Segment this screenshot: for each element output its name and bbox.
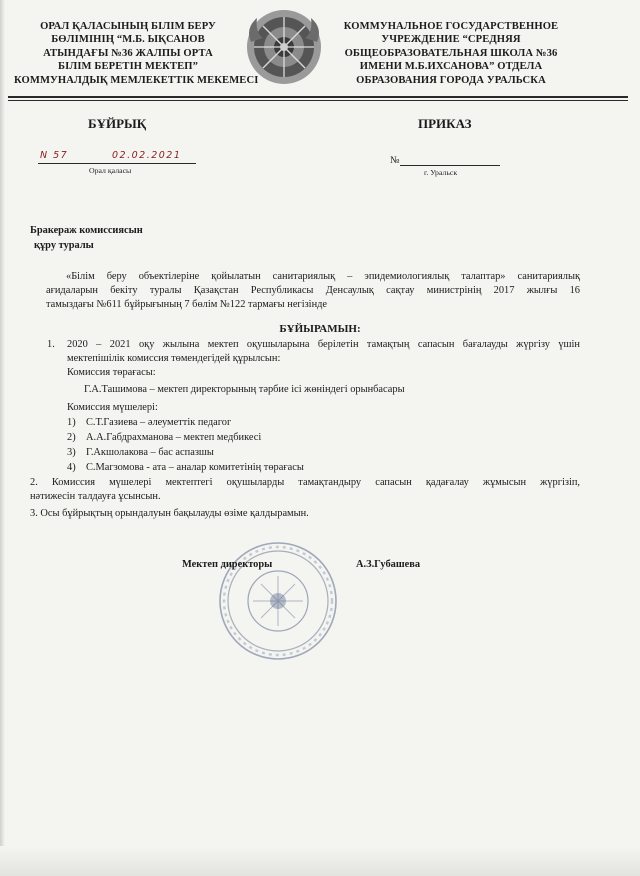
header-left-line: АТЫНДАҒЫ №36 ЖАЛПЫ ОРТА [43,47,213,59]
item-2-line-1: 2. Комиссия мүшелері мектептегі оқушыларды тамақтандыру сапасын қадағалау жұмысын жүргізіп, [30,477,580,488]
scan-bottom-shadow [0,846,640,876]
member-item: А.А.Габдрахманова – мектеп медбикесі [86,432,262,443]
member-number: 1) [67,417,76,428]
doc-type-kz: БҰЙРЫҚ [88,116,147,131]
header-right-line: КОММУНАЛЬНОЕ ГОСУДАРСТВЕННОЕ [343,21,559,32]
place-ru: г. Уральск [424,168,458,177]
handwritten-date: 02.02.2021 [112,150,182,161]
document-subject [30,223,143,253]
signature-role: Мектеп директоры [182,559,273,570]
number-label-ru: № [390,155,400,166]
item-3: 3. Осы бұйрықтың орындалуын бақылауды өзіме қалдырамын. [30,508,309,519]
member-number: 3) [67,447,76,458]
preamble-line-3: тамыздағы №611 бұйрығының 7 бөлім №122 тармағы негізінде [46,299,328,310]
header-right-line: УЧРЕЖДЕНИЕ “СРЕДНЯЯ [381,34,521,46]
preamble-line-1: «Білім беру объектілеріне қойылатын санитариялық – эпидемиологиялық талаптар» санитариялық [66,271,580,282]
subject-line: құру туралы [34,240,94,251]
member-number: 2) [67,432,76,443]
item-1-line-2: мектепішілік комиссия төмендегідей құрылсын: [67,353,281,364]
members-label: Комиссия мүшелері: [67,402,158,413]
header-divider-thin [8,100,628,101]
order-heading: БҰЙЫРАМЫН: [279,323,361,335]
number-underline-ru [400,165,500,166]
kazakhstan-emblem-icon [243,8,325,86]
item-1-number: 1. [47,339,55,350]
header-right-line: ОБРАЗОВАНИЯ ГОРОДА УРАЛЬСКА [356,74,546,86]
chair-name: Г.А.Ташимова – мектеп директорының тәрбие ісі жөніндегі орынбасары [84,384,405,395]
place-kz: Орал қаласы [89,166,132,175]
number-date-underline-kz [38,163,196,164]
header-right-line: ОБЩЕОБРАЗОВАТЕЛЬНАЯ ШКОЛА №36 [344,47,558,59]
header-right-ru [336,20,566,87]
header-right-line: ИМЕНИ М.Б.ИХСАНОВА” ОТДЕЛА [359,61,543,73]
header-left-line: ОРАЛ ҚАЛАСЫНЫҢ БІЛІМ БЕРУ [40,21,216,32]
subject-line: Бракераж комиссиясын [30,225,143,236]
header-left-line: БӨЛІМІНІҢ “М.Б. ЫҚСАНОВ [51,34,205,46]
item-1-line-1: 2020 – 2021 оқу жылына мектеп оқушыларына берілетін тамақтың сапасын бағалауды жүргізу үшін [67,339,580,350]
preamble-line-2: ағидаларын бекіту туралы Қазақстан Республикасы Денсаулық сақтау министрінің 2017 жылғы 16 [46,285,580,296]
header-left-kz [14,20,259,87]
signature-name: А.З.Губашева [356,559,421,570]
header-divider [8,96,628,98]
member-item: Г.Акшолакова – бас аспазшы [86,447,214,458]
handwritten-number: N 57 [40,150,69,161]
item-2-line-2: нәтижесін талдауға ұсынсын. [30,491,161,502]
chair-label: Комиссия төрағасы: [67,367,156,378]
header-left-line: КОММУНАЛДЫҚ МЕМЛЕКЕТТІК МЕКЕМЕСІ [14,74,259,86]
member-item: С.Т.Газиева – әлеуметтік педагог [86,417,232,428]
member-number: 4) [67,462,76,473]
scan-edge [0,0,5,876]
doc-type-ru: ПРИКАЗ [418,116,472,131]
header-left-line: БІЛІМ БЕРЕТІН МЕКТЕП” [58,61,198,73]
member-item: С.Магзомова - ата – аналар комитетінің төрағасы [86,462,304,473]
